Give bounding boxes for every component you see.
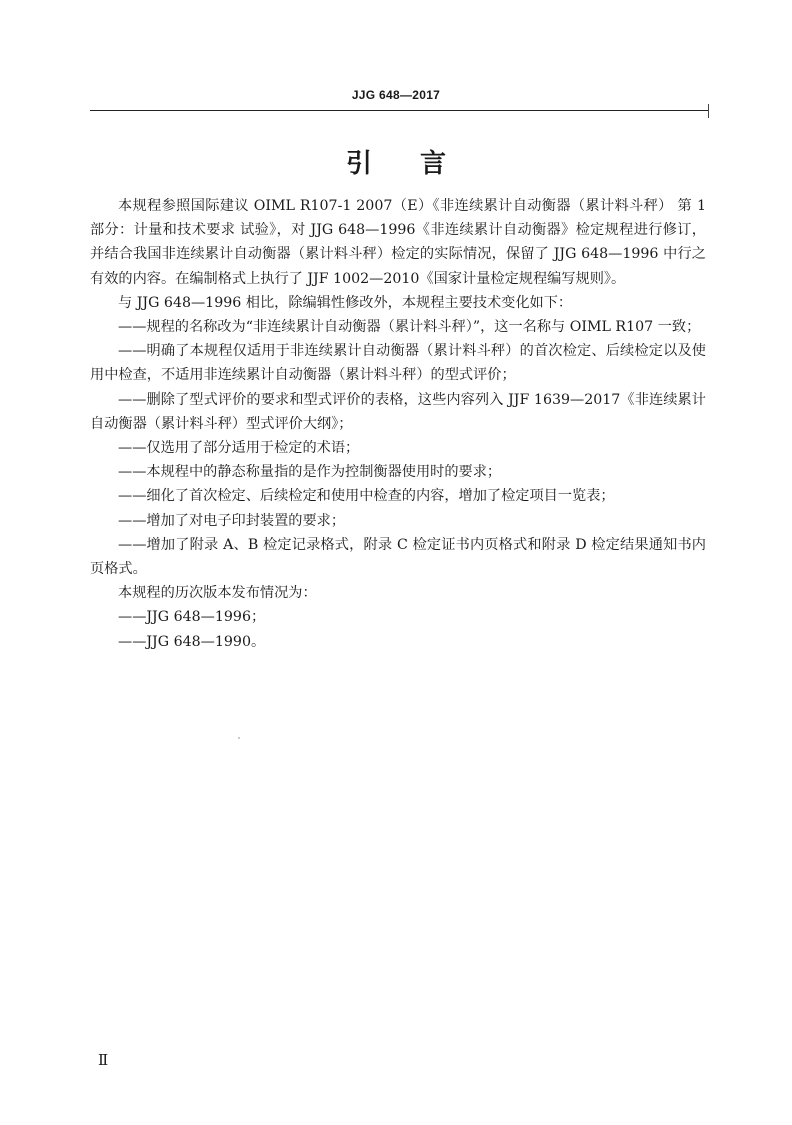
paragraph-changes-intro: 与 JJG 648—1996 相比，除编辑性修改外，本规程主要技术变化如下： xyxy=(118,294,573,311)
history-item: ——JJG 648—1990。 xyxy=(118,633,266,650)
change-item: ——细化了首次检定、后续检定和使用中检查的内容，增加了检定项目一览表； xyxy=(118,488,615,505)
change-item: ——规程的名称改为“非连续累计自动衡器（累计料斗秤）”，这一名称与 OIML R107 一致； xyxy=(118,319,701,336)
change-item: ——增加了附录 A、B 检定记录格式，附录 C 检定证书内页格式和附录 D 检定结果通知书内页格式。 xyxy=(90,536,706,578)
document-body xyxy=(90,194,706,654)
change-item: ——本规程中的静态称量指的是作为控制衡器使用时的要求； xyxy=(118,464,502,481)
header-standard-code: JJG 648—2017 xyxy=(351,88,441,102)
change-item: ——删除了型式评价的要求和型式评价的表格，这些内容列入 JJF 1639—2017《非连续累计自动衡器（累计料斗秤）型式评价大纲》； xyxy=(90,391,706,432)
header-divider xyxy=(90,110,708,111)
paragraph-history-intro: 本规程的历次版本发布情况为： xyxy=(118,585,317,602)
change-item: ——增加了对电子印封装置的要求； xyxy=(118,512,346,529)
header-edge-mark xyxy=(708,104,709,118)
change-item: ——明确了本规程仅适用于非连续累计自动衡器（累计料斗秤）的首次检定、后续检定以及使用中检查，不适用非连续累计自动衡器（累计料斗秤）的型式评价； xyxy=(90,343,706,384)
history-item: ——JJG 648—1996； xyxy=(118,609,266,626)
page-title: 引言 xyxy=(345,149,494,179)
paragraph-basis: 本规程参照国际建议 OIML R107-1 2007（E）《非连续累计自动衡器（累计料斗秤） 第 1 部分：计量和技术要求 试验》，对 JJG 648—1996《非连续累计自动衡器》检定规程进行修订，并结合我国非连续累计自动衡器（累计料斗秤）检定的实际情况，保留了 JJG 648—1996 中行之有效的内容。在编制格式上执行了 JJF 1002—2010《国家计量检定规程编写规则》。 xyxy=(90,198,706,287)
change-item: ——仅选用了部分适用于检定的术语； xyxy=(118,440,360,457)
scan-speck xyxy=(238,737,240,739)
page-number: Ⅱ xyxy=(98,1051,109,1069)
